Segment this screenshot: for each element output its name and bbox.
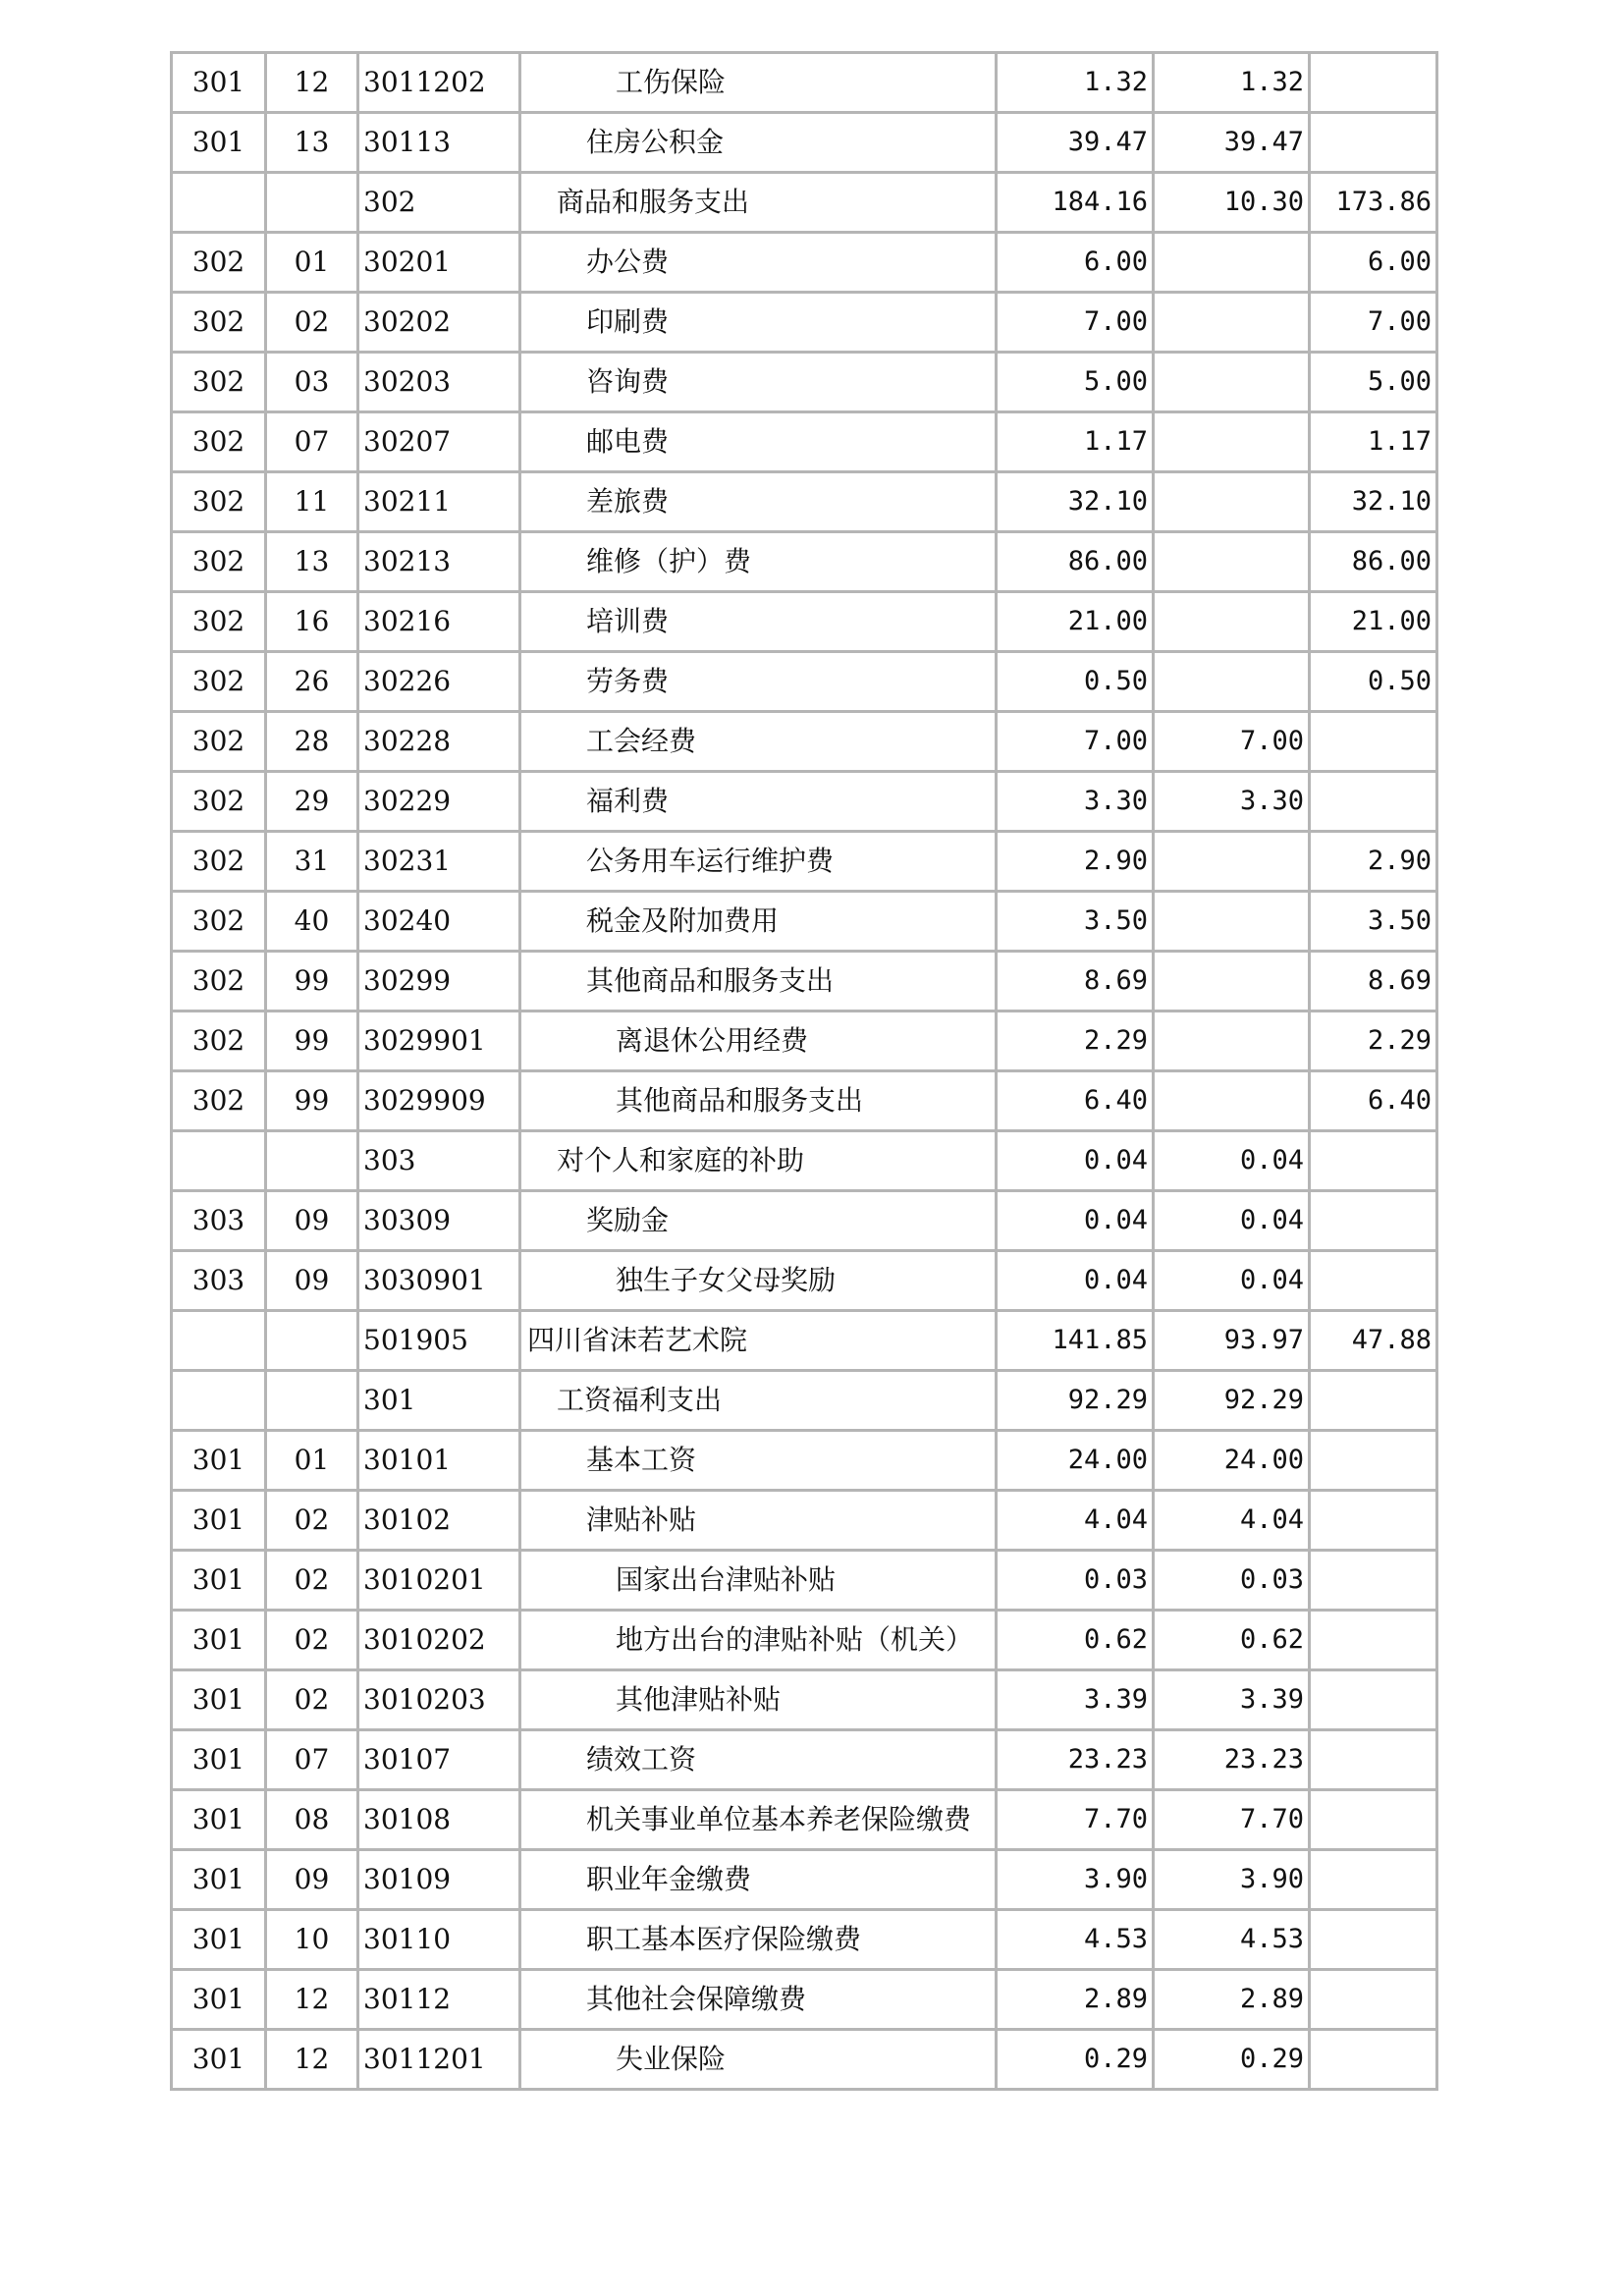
subject-name-cell: 印刷费: [520, 293, 997, 353]
table-row: [172, 1431, 1437, 1491]
economic-code-cell: 303: [358, 1131, 520, 1191]
table-row: [172, 1371, 1437, 1431]
total-amount-cell: 0.04: [997, 1131, 1154, 1191]
basic-expenditure-cell: [1154, 892, 1310, 952]
project-expenditure-cell: [1310, 1670, 1437, 1730]
project-expenditure-cell: [1310, 1611, 1437, 1670]
item-code-cell: 12: [266, 53, 358, 113]
table-row: [172, 592, 1437, 652]
item-code-cell: 02: [266, 1611, 358, 1670]
subject-name-cell: 福利费: [520, 772, 997, 832]
basic-expenditure-cell: 0.04: [1154, 1191, 1310, 1251]
basic-expenditure-cell: [1154, 1011, 1310, 1071]
project-expenditure-cell: [1310, 1850, 1437, 1910]
class-code-cell: 302: [172, 592, 266, 652]
subject-name-cell: 地方出台的津贴补贴（机关）: [520, 1611, 997, 1670]
class-code-cell: 302: [172, 772, 266, 832]
total-amount-cell: 184.16: [997, 173, 1154, 233]
project-expenditure-cell: [1310, 1251, 1437, 1311]
class-code-cell: 302: [172, 532, 266, 592]
total-amount-cell: 21.00: [997, 592, 1154, 652]
subject-name-cell: 失业保险: [520, 2030, 997, 2090]
class-code-cell: 302: [172, 472, 266, 532]
economic-code-cell: 3011201: [358, 2030, 520, 2090]
item-code-cell: 09: [266, 1850, 358, 1910]
class-code-cell: 301: [172, 1730, 266, 1790]
table-row: [172, 1251, 1437, 1311]
project-expenditure-cell: [1310, 1491, 1437, 1551]
basic-expenditure-cell: [1154, 592, 1310, 652]
economic-code-cell: 3010201: [358, 1551, 520, 1611]
basic-expenditure-cell: 0.62: [1154, 1611, 1310, 1670]
project-expenditure-cell: 86.00: [1310, 532, 1437, 592]
economic-code-cell: 3030901: [358, 1251, 520, 1311]
subject-name-cell: 津贴补贴: [520, 1491, 997, 1551]
subject-name-cell: 邮电费: [520, 412, 997, 472]
table-row: [172, 832, 1437, 892]
subject-name-cell: 其他商品和服务支出: [520, 952, 997, 1011]
project-expenditure-cell: 21.00: [1310, 592, 1437, 652]
item-code-cell: 01: [266, 233, 358, 293]
project-expenditure-cell: 32.10: [1310, 472, 1437, 532]
project-expenditure-cell: 0.50: [1310, 652, 1437, 712]
subject-name-cell: 公务用车运行维护费: [520, 832, 997, 892]
economic-code-cell: 30203: [358, 353, 520, 412]
table-row: [172, 1191, 1437, 1251]
economic-code-cell: 30207: [358, 412, 520, 472]
subject-name-cell: 工会经费: [520, 712, 997, 772]
class-code-cell: 302: [172, 712, 266, 772]
total-amount-cell: 3.39: [997, 1670, 1154, 1730]
total-amount-cell: 86.00: [997, 532, 1154, 592]
class-code-cell: [172, 1131, 266, 1191]
table-row: [172, 173, 1437, 233]
item-code-cell: 02: [266, 1551, 358, 1611]
total-amount-cell: 0.03: [997, 1551, 1154, 1611]
class-code-cell: 302: [172, 892, 266, 952]
project-expenditure-cell: 8.69: [1310, 952, 1437, 1011]
subject-name-cell: 国家出台津贴补贴: [520, 1551, 997, 1611]
total-amount-cell: 4.53: [997, 1910, 1154, 1970]
item-code-cell: [266, 1371, 358, 1431]
table-row: [172, 1131, 1437, 1191]
table-row: [172, 1730, 1437, 1790]
item-code-cell: 31: [266, 832, 358, 892]
subject-name-cell: 机关事业单位基本养老保险缴费: [520, 1790, 997, 1850]
class-code-cell: 302: [172, 1071, 266, 1131]
subject-name-cell: 工伤保险: [520, 53, 997, 113]
item-code-cell: 28: [266, 712, 358, 772]
basic-expenditure-cell: 93.97: [1154, 1311, 1310, 1371]
basic-expenditure-cell: 3.90: [1154, 1850, 1310, 1910]
total-amount-cell: 0.50: [997, 652, 1154, 712]
subject-name-cell: 绩效工资: [520, 1730, 997, 1790]
class-code-cell: 301: [172, 1551, 266, 1611]
total-amount-cell: 2.89: [997, 1970, 1154, 2030]
item-code-cell: 13: [266, 532, 358, 592]
item-code-cell: 99: [266, 1011, 358, 1071]
project-expenditure-cell: [1310, 1371, 1437, 1431]
project-expenditure-cell: [1310, 1730, 1437, 1790]
item-code-cell: 11: [266, 472, 358, 532]
project-expenditure-cell: 1.17: [1310, 412, 1437, 472]
total-amount-cell: 0.29: [997, 2030, 1154, 2090]
class-code-cell: [172, 1311, 266, 1371]
table-row: [172, 1011, 1437, 1071]
table-row: [172, 353, 1437, 412]
economic-code-cell: 30226: [358, 652, 520, 712]
subject-name-cell: 劳务费: [520, 652, 997, 712]
total-amount-cell: 0.62: [997, 1611, 1154, 1670]
subject-name-cell: 培训费: [520, 592, 997, 652]
total-amount-cell: 0.04: [997, 1251, 1154, 1311]
total-amount-cell: 8.69: [997, 952, 1154, 1011]
item-code-cell: 40: [266, 892, 358, 952]
subject-name-cell: 其他社会保障缴费: [520, 1970, 997, 2030]
subject-name-cell: 职工基本医疗保险缴费: [520, 1910, 997, 1970]
economic-code-cell: 30299: [358, 952, 520, 1011]
economic-code-cell: 302: [358, 173, 520, 233]
item-code-cell: 02: [266, 1491, 358, 1551]
budget-table: [170, 51, 1438, 2091]
basic-expenditure-cell: [1154, 1071, 1310, 1131]
table-row: [172, 113, 1437, 173]
basic-expenditure-cell: 92.29: [1154, 1371, 1310, 1431]
subject-name-cell: 离退休公用经费: [520, 1011, 997, 1071]
item-code-cell: 16: [266, 592, 358, 652]
basic-expenditure-cell: 7.70: [1154, 1790, 1310, 1850]
basic-expenditure-cell: 10.30: [1154, 173, 1310, 233]
economic-code-cell: 30109: [358, 1850, 520, 1910]
basic-expenditure-cell: [1154, 952, 1310, 1011]
total-amount-cell: 1.17: [997, 412, 1154, 472]
class-code-cell: 301: [172, 1611, 266, 1670]
basic-expenditure-cell: 0.03: [1154, 1551, 1310, 1611]
table-row: [172, 892, 1437, 952]
basic-expenditure-cell: 1.32: [1154, 53, 1310, 113]
project-expenditure-cell: [1310, 1131, 1437, 1191]
item-code-cell: 03: [266, 353, 358, 412]
total-amount-cell: 6.00: [997, 233, 1154, 293]
subject-name-cell: 对个人和家庭的补助: [520, 1131, 997, 1191]
class-code-cell: 302: [172, 652, 266, 712]
table-row: [172, 1551, 1437, 1611]
class-code-cell: 301: [172, 1431, 266, 1491]
total-amount-cell: 3.50: [997, 892, 1154, 952]
economic-code-cell: 30112: [358, 1970, 520, 2030]
subject-name-cell: 独生子女父母奖励: [520, 1251, 997, 1311]
total-amount-cell: 39.47: [997, 113, 1154, 173]
total-amount-cell: 92.29: [997, 1371, 1154, 1431]
economic-code-cell: 3011202: [358, 53, 520, 113]
economic-code-cell: 3029909: [358, 1071, 520, 1131]
total-amount-cell: 7.70: [997, 1790, 1154, 1850]
project-expenditure-cell: 173.86: [1310, 173, 1437, 233]
total-amount-cell: 24.00: [997, 1431, 1154, 1491]
subject-name-cell: 奖励金: [520, 1191, 997, 1251]
total-amount-cell: 3.90: [997, 1850, 1154, 1910]
economic-code-cell: 30201: [358, 233, 520, 293]
subject-name-cell: 税金及附加费用: [520, 892, 997, 952]
class-code-cell: 302: [172, 1011, 266, 1071]
total-amount-cell: 6.40: [997, 1071, 1154, 1131]
project-expenditure-cell: 47.88: [1310, 1311, 1437, 1371]
class-code-cell: 301: [172, 1491, 266, 1551]
basic-expenditure-cell: [1154, 412, 1310, 472]
item-code-cell: 01: [266, 1431, 358, 1491]
total-amount-cell: 5.00: [997, 353, 1154, 412]
project-expenditure-cell: [1310, 53, 1437, 113]
item-code-cell: 99: [266, 952, 358, 1011]
total-amount-cell: 3.30: [997, 772, 1154, 832]
economic-code-cell: 30229: [358, 772, 520, 832]
item-code-cell: 10: [266, 1910, 358, 1970]
table-row: [172, 472, 1437, 532]
economic-code-cell: 301: [358, 1371, 520, 1431]
table-row: [172, 1670, 1437, 1730]
basic-expenditure-cell: [1154, 652, 1310, 712]
item-code-cell: 12: [266, 1970, 358, 2030]
economic-code-cell: 30228: [358, 712, 520, 772]
table-row: [172, 1611, 1437, 1670]
item-code-cell: 26: [266, 652, 358, 712]
table-row: [172, 412, 1437, 472]
basic-expenditure-cell: 2.89: [1154, 1970, 1310, 2030]
project-expenditure-cell: 6.00: [1310, 233, 1437, 293]
table-row: [172, 293, 1437, 353]
subject-name-cell: 工资福利支出: [520, 1371, 997, 1431]
table-row: [172, 712, 1437, 772]
item-code-cell: 07: [266, 412, 358, 472]
total-amount-cell: 2.29: [997, 1011, 1154, 1071]
subject-name-cell: 其他商品和服务支出: [520, 1071, 997, 1131]
class-code-cell: 301: [172, 1670, 266, 1730]
table-row: [172, 53, 1437, 113]
item-code-cell: 07: [266, 1730, 358, 1790]
table-row: [172, 952, 1437, 1011]
economic-code-cell: 30108: [358, 1790, 520, 1850]
economic-code-cell: 3029901: [358, 1011, 520, 1071]
table-row: [172, 1790, 1437, 1850]
basic-expenditure-cell: 3.30: [1154, 772, 1310, 832]
basic-expenditure-cell: [1154, 532, 1310, 592]
subject-name-cell: 其他津贴补贴: [520, 1670, 997, 1730]
table-row: [172, 1970, 1437, 2030]
class-code-cell: 301: [172, 1970, 266, 2030]
table-row: [172, 233, 1437, 293]
economic-code-cell: 30216: [358, 592, 520, 652]
basic-expenditure-cell: [1154, 832, 1310, 892]
project-expenditure-cell: [1310, 772, 1437, 832]
total-amount-cell: 2.90: [997, 832, 1154, 892]
item-code-cell: [266, 173, 358, 233]
economic-code-cell: 30309: [358, 1191, 520, 1251]
class-code-cell: 301: [172, 1850, 266, 1910]
basic-expenditure-cell: [1154, 472, 1310, 532]
class-code-cell: 301: [172, 53, 266, 113]
subject-name-cell: 四川省沫若艺术院: [520, 1311, 997, 1371]
economic-code-cell: 30213: [358, 532, 520, 592]
project-expenditure-cell: [1310, 113, 1437, 173]
class-code-cell: 302: [172, 952, 266, 1011]
subject-name-cell: 商品和服务支出: [520, 173, 997, 233]
project-expenditure-cell: 2.90: [1310, 832, 1437, 892]
item-code-cell: 09: [266, 1251, 358, 1311]
table-row: [172, 1910, 1437, 1970]
item-code-cell: 02: [266, 1670, 358, 1730]
subject-name-cell: 办公费: [520, 233, 997, 293]
table-row: [172, 1311, 1437, 1371]
basic-expenditure-cell: 4.53: [1154, 1910, 1310, 1970]
economic-code-cell: 3010202: [358, 1611, 520, 1670]
basic-expenditure-cell: 4.04: [1154, 1491, 1310, 1551]
project-expenditure-cell: [1310, 1431, 1437, 1491]
project-expenditure-cell: 7.00: [1310, 293, 1437, 353]
class-code-cell: 303: [172, 1251, 266, 1311]
item-code-cell: 12: [266, 2030, 358, 2090]
project-expenditure-cell: 6.40: [1310, 1071, 1437, 1131]
table-row: [172, 1491, 1437, 1551]
class-code-cell: 301: [172, 113, 266, 173]
basic-expenditure-cell: [1154, 353, 1310, 412]
item-code-cell: 02: [266, 293, 358, 353]
item-code-cell: 09: [266, 1191, 358, 1251]
project-expenditure-cell: [1310, 1970, 1437, 2030]
table-row: [172, 1071, 1437, 1131]
economic-code-cell: 30110: [358, 1910, 520, 1970]
item-code-cell: 13: [266, 113, 358, 173]
basic-expenditure-cell: 0.04: [1154, 1251, 1310, 1311]
economic-code-cell: 30202: [358, 293, 520, 353]
total-amount-cell: 7.00: [997, 293, 1154, 353]
subject-name-cell: 咨询费: [520, 353, 997, 412]
basic-expenditure-cell: 39.47: [1154, 113, 1310, 173]
table-row: [172, 2030, 1437, 2090]
item-code-cell: [266, 1311, 358, 1371]
class-code-cell: 301: [172, 1910, 266, 1970]
item-code-cell: 99: [266, 1071, 358, 1131]
project-expenditure-cell: [1310, 1191, 1437, 1251]
item-code-cell: 29: [266, 772, 358, 832]
class-code-cell: 302: [172, 293, 266, 353]
table-body: [172, 53, 1437, 2090]
basic-expenditure-cell: [1154, 293, 1310, 353]
economic-code-cell: 30113: [358, 113, 520, 173]
item-code-cell: 08: [266, 1790, 358, 1850]
economic-code-cell: 3010203: [358, 1670, 520, 1730]
class-code-cell: 302: [172, 353, 266, 412]
basic-expenditure-cell: 23.23: [1154, 1730, 1310, 1790]
economic-code-cell: 501905: [358, 1311, 520, 1371]
table-row: [172, 652, 1437, 712]
economic-code-cell: 30107: [358, 1730, 520, 1790]
subject-name-cell: 职业年金缴费: [520, 1850, 997, 1910]
class-code-cell: [172, 1371, 266, 1431]
subject-name-cell: 住房公积金: [520, 113, 997, 173]
basic-expenditure-cell: 3.39: [1154, 1670, 1310, 1730]
project-expenditure-cell: [1310, 1551, 1437, 1611]
class-code-cell: 303: [172, 1191, 266, 1251]
economic-code-cell: 30240: [358, 892, 520, 952]
total-amount-cell: 141.85: [997, 1311, 1154, 1371]
class-code-cell: 302: [172, 832, 266, 892]
total-amount-cell: 4.04: [997, 1491, 1154, 1551]
table-row: [172, 772, 1437, 832]
project-expenditure-cell: [1310, 1790, 1437, 1850]
basic-expenditure-cell: 24.00: [1154, 1431, 1310, 1491]
basic-expenditure-cell: 0.04: [1154, 1131, 1310, 1191]
project-expenditure-cell: 3.50: [1310, 892, 1437, 952]
class-code-cell: 301: [172, 2030, 266, 2090]
total-amount-cell: 1.32: [997, 53, 1154, 113]
economic-code-cell: 30211: [358, 472, 520, 532]
subject-name-cell: 基本工资: [520, 1431, 997, 1491]
class-code-cell: 302: [172, 412, 266, 472]
class-code-cell: 302: [172, 233, 266, 293]
economic-code-cell: 30101: [358, 1431, 520, 1491]
class-code-cell: [172, 173, 266, 233]
subject-name-cell: 差旅费: [520, 472, 997, 532]
project-expenditure-cell: 5.00: [1310, 353, 1437, 412]
total-amount-cell: 23.23: [997, 1730, 1154, 1790]
class-code-cell: 301: [172, 1790, 266, 1850]
basic-expenditure-cell: [1154, 233, 1310, 293]
project-expenditure-cell: 2.29: [1310, 1011, 1437, 1071]
total-amount-cell: 0.04: [997, 1191, 1154, 1251]
basic-expenditure-cell: 7.00: [1154, 712, 1310, 772]
table-row: [172, 532, 1437, 592]
economic-code-cell: 30102: [358, 1491, 520, 1551]
subject-name-cell: 维修（护）费: [520, 532, 997, 592]
table-row: [172, 1850, 1437, 1910]
economic-code-cell: 30231: [358, 832, 520, 892]
project-expenditure-cell: [1310, 1910, 1437, 1970]
project-expenditure-cell: [1310, 712, 1437, 772]
total-amount-cell: 7.00: [997, 712, 1154, 772]
total-amount-cell: 32.10: [997, 472, 1154, 532]
project-expenditure-cell: [1310, 2030, 1437, 2090]
item-code-cell: [266, 1131, 358, 1191]
basic-expenditure-cell: 0.29: [1154, 2030, 1310, 2090]
